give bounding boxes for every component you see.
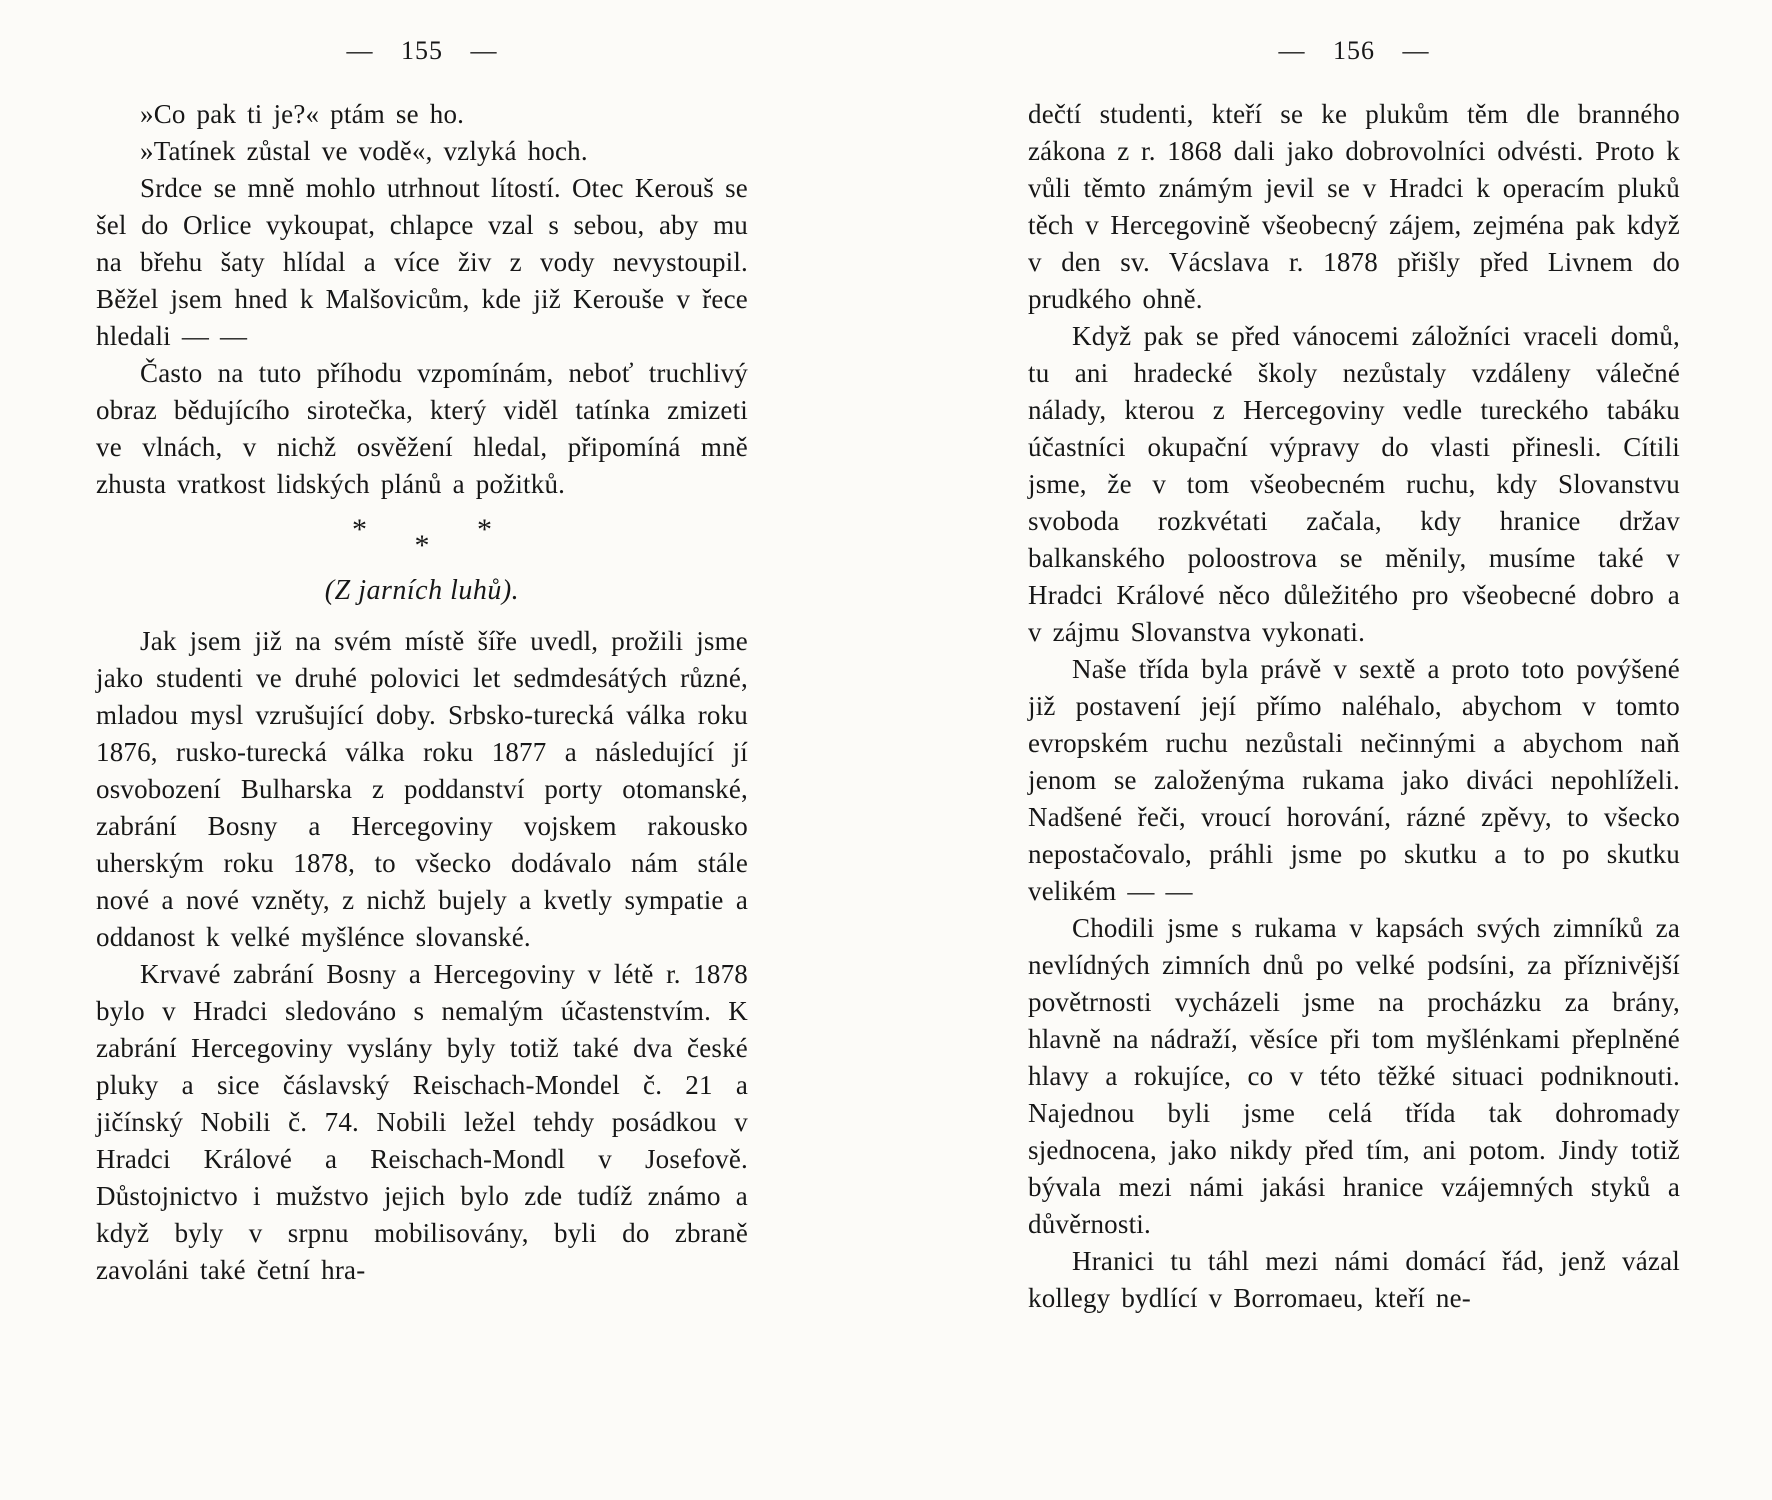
section-heading: (Z jarních luhů).: [324, 575, 520, 606]
page-156: [886, 0, 1772, 1500]
paragraph: »Co pak ti je?« ptám se ho.: [140, 99, 465, 129]
paragraph: Srdce se mně mohlo utrhnout lítostí. Otec Kerouš se šel do Orlice vykoupat, chlapce vzal s sebou, aby mu na břehu šaty hlídal a více živ z vody nevystoupil. Běžel jsem hned k Malšovicům, kde již Kerouše v řece hledali — —: [96, 173, 748, 351]
paragraph: Často na tuto příhodu vzpomínám, neboť truchlivý obraz bědujícího sirotečka, který viděl tatínka zmizeti ve vlnách, v nichž osvěžení hledal, připomíná mně zhusta vratkost lidských plánů a požitků.: [96, 358, 748, 499]
page-number-right: — 156 —: [1278, 36, 1430, 65]
asterisk-icon: *: [352, 513, 367, 546]
asterisk-icon: *: [477, 513, 492, 546]
asterisk-icon: *: [414, 529, 430, 562]
paragraph: »Tatínek zůstal ve vodě«, vzlyká hoch.: [140, 136, 588, 166]
section-separator: [96, 513, 748, 571]
paragraph: Když pak se před vánocemi záložníci vraceli domů, tu ani hradecké školy nezůstaly vzdáleny válečné nálady, kterou z Hercegoviny vedle tureckého tabáku účastníci okupační výpravy do vlasti přinesli. Cítili jsme, že v tom všeobecném ruchu, kdy Slovanstvu svoboda rozkvétati začala, kdy hranice držav balkanského poloostrova se měnily, musíme také v Hradci Králové něco důležitého pro všeobecné dobro a v zájmu Slovanstva vykonati.: [1028, 321, 1680, 647]
page-156-content: [1028, 36, 1680, 1317]
page-155-content: [96, 36, 748, 1289]
page-number-left: — 155 —: [346, 36, 498, 65]
paragraph: dečtí studenti, kteří se ke plukům těm dle branného zákona z r. 1868 dali jako dobrovolníci odvésti. Proto k vůli těmto známým jevil se v Hradci k operacím pluků těch v Hercegovině všeobecný zájem, zejména pak když v den sv. Vácslava r. 1878 přišly před Livnem do prudkého ohně.: [1028, 99, 1680, 314]
paragraph: Naše třída byla právě v sextě a proto toto povýšené již postavení její přímo naléhalo, abychom v tomto evropském ruchu nezůstali nečinnými a abychom naň jenom se založenýma rukama jako diváci nepohlíželi. Nadšené řeči, vroucí horování, rázné zpěvy, to všecko nepostačovalo, práhli jsme po skutku a to po skutku velikém — —: [1028, 654, 1680, 906]
paragraph: Krvavé zabrání Bosny a Hercegoviny v létě r. 1878 bylo v Hradci sledováno s nemalým účastenstvím. K zabrání Hercegoviny vyslány byly totiž také dva české pluky a sice čáslavský Reischach-Mondel č. 21 a jičínský Nobili č. 74. Nobili ležel tehdy posádkou v Hradci Králové a Reischach-Mondl v Josefově. Důstojnictvo i mužstvo jejich bylo zde tudíž známo a když byly v srpnu mobilisovány, byli do zbraně zavoláni také četní hra-: [96, 959, 748, 1285]
paragraph: Jak jsem již na svém místě šíře uvedl, prožili jsme jako studenti ve druhé polovici let sedmdesátých různé, mladou mysl vzrušující doby. Srbsko-turecká válka roku 1876, rusko-turecká válka roku 1877 a následující jí osvobození Bulharska z poddanství porty otomanské, zabrání Bosny a Hercegoviny vojskem rakousko uherským roku 1878, to všecko dodávalo nám stále nové a nové vzněty, z nichž bujely a kvetly sympatie a oddanost k velké myšlénce slovanské.: [96, 626, 748, 952]
paragraph: Hranici tu táhl mezi námi domácí řád, jenž vázal kollegy bydlící v Borromaeu, kteří ne-: [1028, 1246, 1680, 1313]
paragraph: Chodili jsme s rukama v kapsách svých zimníků za nevlídných zimních dnů po velké podsíni, za příznivější povětrnosti vycházeli jsme na procházku za brány, hlavně na nádraží, věsíce při tom myšlénkami přeplněné hlavy a rokujíce, co v této těžké situaci podniknouti. Najednou byli jsme celá třída tak dohromady sjednocena, jako nikdy před tím, ani potom. Jindy totiž bývala mezi námi jakási hranice vzájemných styků a důvěrnosti.: [1028, 913, 1680, 1239]
